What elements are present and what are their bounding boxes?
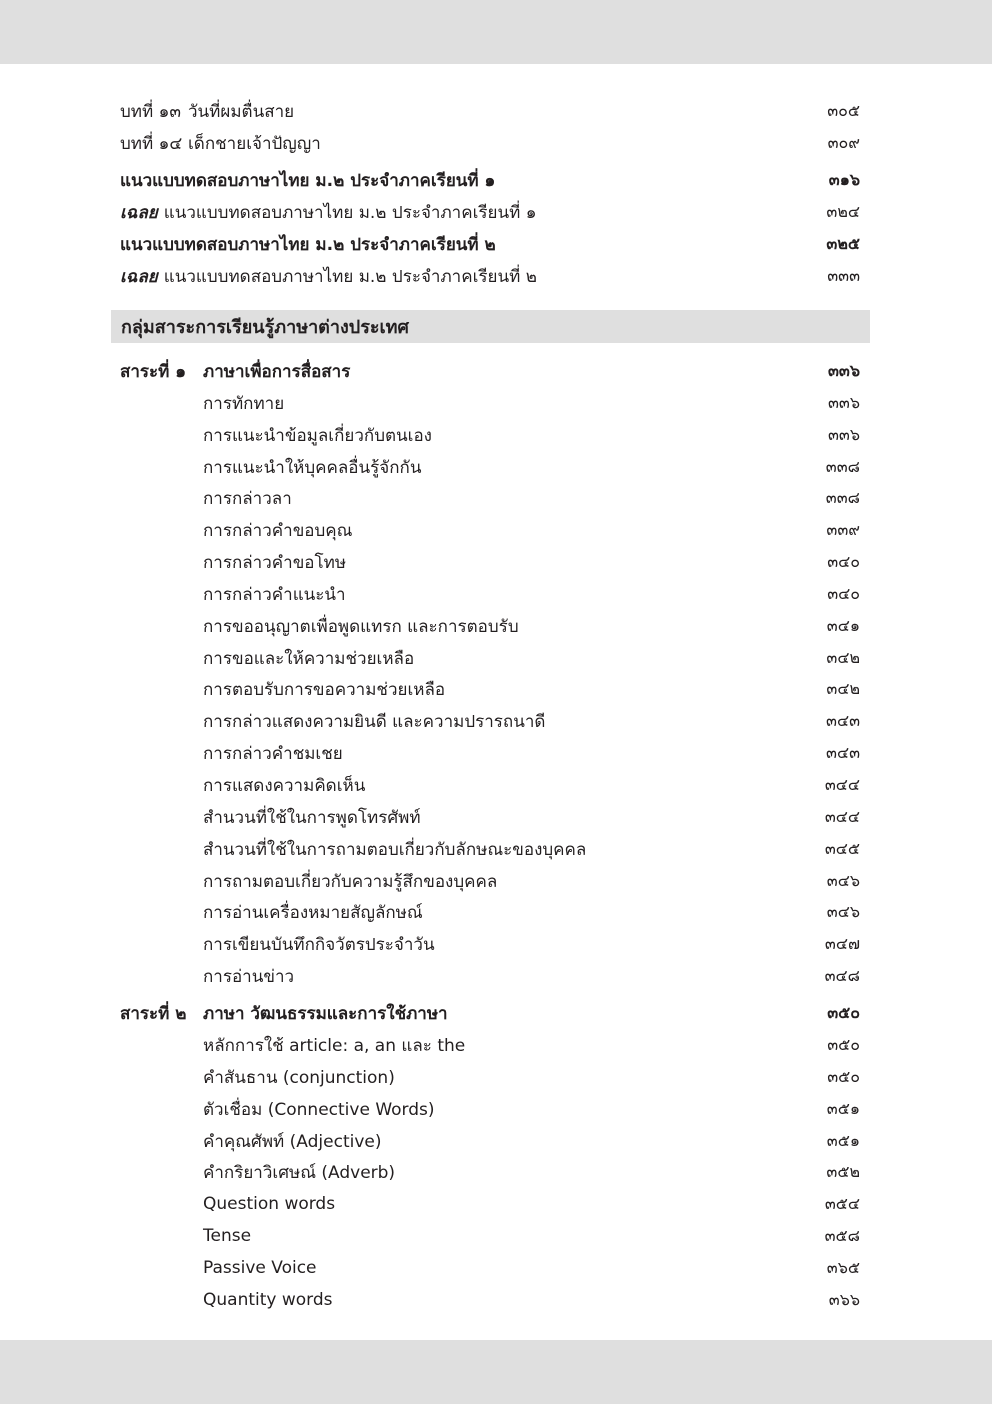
- toc-item[interactable]: [203, 834, 860, 864]
- toc-item[interactable]: [203, 706, 860, 736]
- toc-item[interactable]: [203, 515, 860, 545]
- item-title: การขออนุญาตเพื่อพูดแทรก และการตอบรับ: [203, 616, 519, 637]
- item-title: Quantity words: [203, 1290, 333, 1310]
- toc-item[interactable]: [203, 897, 860, 927]
- page-number: ๓๔๑: [826, 615, 860, 635]
- strand-number: สาระที่ ๒: [120, 1003, 187, 1024]
- toc-item[interactable]: [203, 802, 860, 832]
- toc-item[interactable]: [203, 929, 860, 959]
- item-title: การกล่าวคำแนะนำ: [203, 584, 346, 605]
- section-title: กลุ่มสาระการเรียนรู้ภาษาต่างประเทศ: [121, 317, 409, 338]
- page-number: ๓๕๑: [826, 1130, 860, 1150]
- entry-title: วันที่ผมตื่นสาย: [188, 101, 295, 122]
- item-title: สำนวนที่ใช้ในการถามตอบเกี่ยวกับลักษณะของบุคคล: [203, 839, 587, 860]
- toc-strand-1[interactable]: [120, 356, 860, 386]
- toc-item[interactable]: [203, 866, 860, 896]
- page-number: ๓๕๒: [826, 1161, 860, 1181]
- toc-item[interactable]: [203, 579, 860, 609]
- item-title: การอ่านเครื่องหมายสัญลักษณ์: [203, 902, 423, 923]
- toc-item[interactable]: [203, 388, 860, 418]
- bottom-margin-band: [0, 1340, 992, 1404]
- toc-item[interactable]: [203, 547, 860, 577]
- section-header: [111, 310, 870, 343]
- toc-item[interactable]: [203, 738, 860, 768]
- toc-entry-answers-term-1[interactable]: [120, 197, 860, 227]
- item-title: การทักทาย: [203, 393, 285, 414]
- entry-title: เด็กชายเจ้าปัญญา: [188, 133, 321, 154]
- page-number: ๓๕๔: [824, 1193, 860, 1213]
- item-title: การแสดงความคิดเห็น: [203, 775, 366, 796]
- page-number: ๓๓๙: [826, 519, 860, 539]
- page-number: ๓๔๐: [827, 583, 860, 603]
- entry-title: แนวแบบทดสอบภาษาไทย ม.๒ ประจำภาคเรียนที่ ๒: [163, 266, 537, 287]
- page-number: ๓๔๔: [824, 774, 860, 794]
- page-number: ๓๐๙: [827, 132, 860, 152]
- item-title: การกล่าวแสดงความยินดี และความปรารถนาดี: [203, 711, 546, 732]
- toc-item[interactable]: [203, 1030, 860, 1060]
- page-number: ๓๓๘: [825, 487, 860, 507]
- page-number: ๓๖๕: [826, 1257, 860, 1277]
- entry-title: แนวแบบทดสอบภาษาไทย ม.๒ ประจำภาคเรียนที่ ๑: [163, 202, 537, 223]
- page-number: ๓๐๕: [827, 100, 860, 120]
- page-number: ๓๓๓: [827, 265, 860, 285]
- item-title: หลักการใช้ article: a, an และ the: [203, 1035, 466, 1056]
- toc-item[interactable]: [203, 420, 860, 450]
- item-title: คำคุณศัพท์ (Adjective): [203, 1131, 382, 1152]
- toc-item[interactable]: [203, 1189, 860, 1219]
- page-number: ๓๕๐: [827, 1034, 860, 1054]
- page-number: ๓๔๓: [826, 742, 860, 762]
- page-number: ๓๖๖: [828, 1289, 860, 1309]
- page-number: ๓๕๐: [827, 1066, 860, 1086]
- item-title: การกล่าวคำขอบคุณ: [203, 520, 353, 541]
- toc-item[interactable]: [203, 1285, 860, 1315]
- item-title: การแนะนำให้บุคคลอื่นรู้จักกัน: [203, 457, 422, 478]
- item-title: การกล่าวลา: [203, 488, 292, 509]
- page-number: ๓๕๐: [827, 1002, 860, 1022]
- page-number: ๓๓๖: [827, 392, 860, 412]
- item-title: คำกริยาวิเศษณ์ (Adverb): [203, 1162, 396, 1183]
- page-number: ๓๕๘: [824, 1225, 860, 1245]
- toc-item[interactable]: [203, 1253, 860, 1283]
- toc-entry-chapter-13[interactable]: [120, 96, 860, 126]
- item-title: การตอบรับการขอความช่วยเหลือ: [203, 679, 446, 700]
- toc-strand-2[interactable]: [120, 998, 860, 1028]
- page-number: ๓๔๔: [824, 806, 860, 826]
- page-number: ๓๒๕: [826, 233, 860, 253]
- toc-entry-exam-term-2[interactable]: [120, 229, 860, 259]
- strand-title: ภาษา วัฒนธรรมและการใช้ภาษา: [203, 1003, 448, 1024]
- page-number: ๓๔๒: [826, 678, 860, 698]
- toc-item[interactable]: [203, 770, 860, 800]
- item-title: Passive Voice: [203, 1258, 317, 1278]
- page-number: ๓๓๖: [827, 424, 860, 444]
- item-title: ตัวเชื่อม (Connective Words): [203, 1099, 435, 1120]
- page-number: ๓๔๖: [826, 870, 860, 890]
- toc-item[interactable]: [203, 452, 860, 482]
- page-number: ๓๔๘: [824, 965, 860, 985]
- entry-title: แนวแบบทดสอบภาษาไทย ม.๒ ประจำภาคเรียนที่ ๑: [120, 170, 496, 191]
- answer-key-label: เฉลย: [120, 202, 158, 223]
- page-number: ๓๔๕: [824, 838, 860, 858]
- toc-item[interactable]: [203, 674, 860, 704]
- chapter-number: บทที่ ๑๓: [120, 101, 182, 122]
- toc-item[interactable]: [203, 1094, 860, 1124]
- page-number: ๓๓๘: [825, 456, 860, 476]
- item-title: การขอและให้ความช่วยเหลือ: [203, 648, 415, 669]
- toc-entry-chapter-14[interactable]: [120, 128, 860, 158]
- toc-item[interactable]: [203, 1157, 860, 1187]
- toc-item[interactable]: [203, 643, 860, 673]
- chapter-number: บทที่ ๑๔: [120, 133, 183, 154]
- page-number: ๓๔๐: [827, 551, 860, 571]
- item-title: Tense: [203, 1226, 252, 1246]
- item-title: การอ่านข่าว: [203, 966, 295, 987]
- strand-number: สาระที่ ๑: [120, 361, 187, 382]
- toc-item[interactable]: [203, 961, 860, 991]
- strand-title: ภาษาเพื่อการสื่อสาร: [203, 361, 351, 382]
- page-number: ๓๓๖: [827, 360, 860, 380]
- top-margin-band: [0, 0, 992, 64]
- page-number: ๓๔๓: [826, 710, 860, 730]
- toc-entry-exam-term-1[interactable]: [120, 165, 860, 195]
- page-number: ๓๔๖: [826, 901, 860, 921]
- toc-item[interactable]: [203, 1126, 860, 1156]
- item-title: สำนวนที่ใช้ในการพูดโทรศัพท์: [203, 807, 421, 828]
- page-number: ๓๑๖: [828, 169, 860, 189]
- toc-item[interactable]: [203, 483, 860, 513]
- page-number: ๓๕๑: [826, 1098, 860, 1118]
- page-number: ๓๒๔: [826, 201, 860, 221]
- toc-item[interactable]: [203, 611, 860, 641]
- toc-item[interactable]: [203, 1062, 860, 1092]
- item-title: การถามตอบเกี่ยวกับความรู้สึกของบุคคล: [203, 871, 498, 892]
- entry-title: แนวแบบทดสอบภาษาไทย ม.๒ ประจำภาคเรียนที่ ๒: [120, 234, 496, 255]
- item-title: คำสันธาน (conjunction): [203, 1067, 395, 1088]
- answer-key-label: เฉลย: [120, 266, 158, 287]
- item-title: การแนะนำข้อมูลเกี่ยวกับตนเอง: [203, 425, 432, 446]
- item-title: การเขียนบันทึกกิจวัตรประจำวัน: [203, 934, 435, 955]
- item-title: Question words: [203, 1194, 336, 1214]
- page-number: ๓๔๗: [824, 933, 860, 953]
- item-title: การกล่าวคำขอโทษ: [203, 552, 347, 573]
- toc-entry-answers-term-2[interactable]: [120, 261, 860, 291]
- toc-item[interactable]: [203, 1221, 860, 1251]
- item-title: การกล่าวคำชมเชย: [203, 743, 343, 764]
- page-number: ๓๔๒: [826, 647, 860, 667]
